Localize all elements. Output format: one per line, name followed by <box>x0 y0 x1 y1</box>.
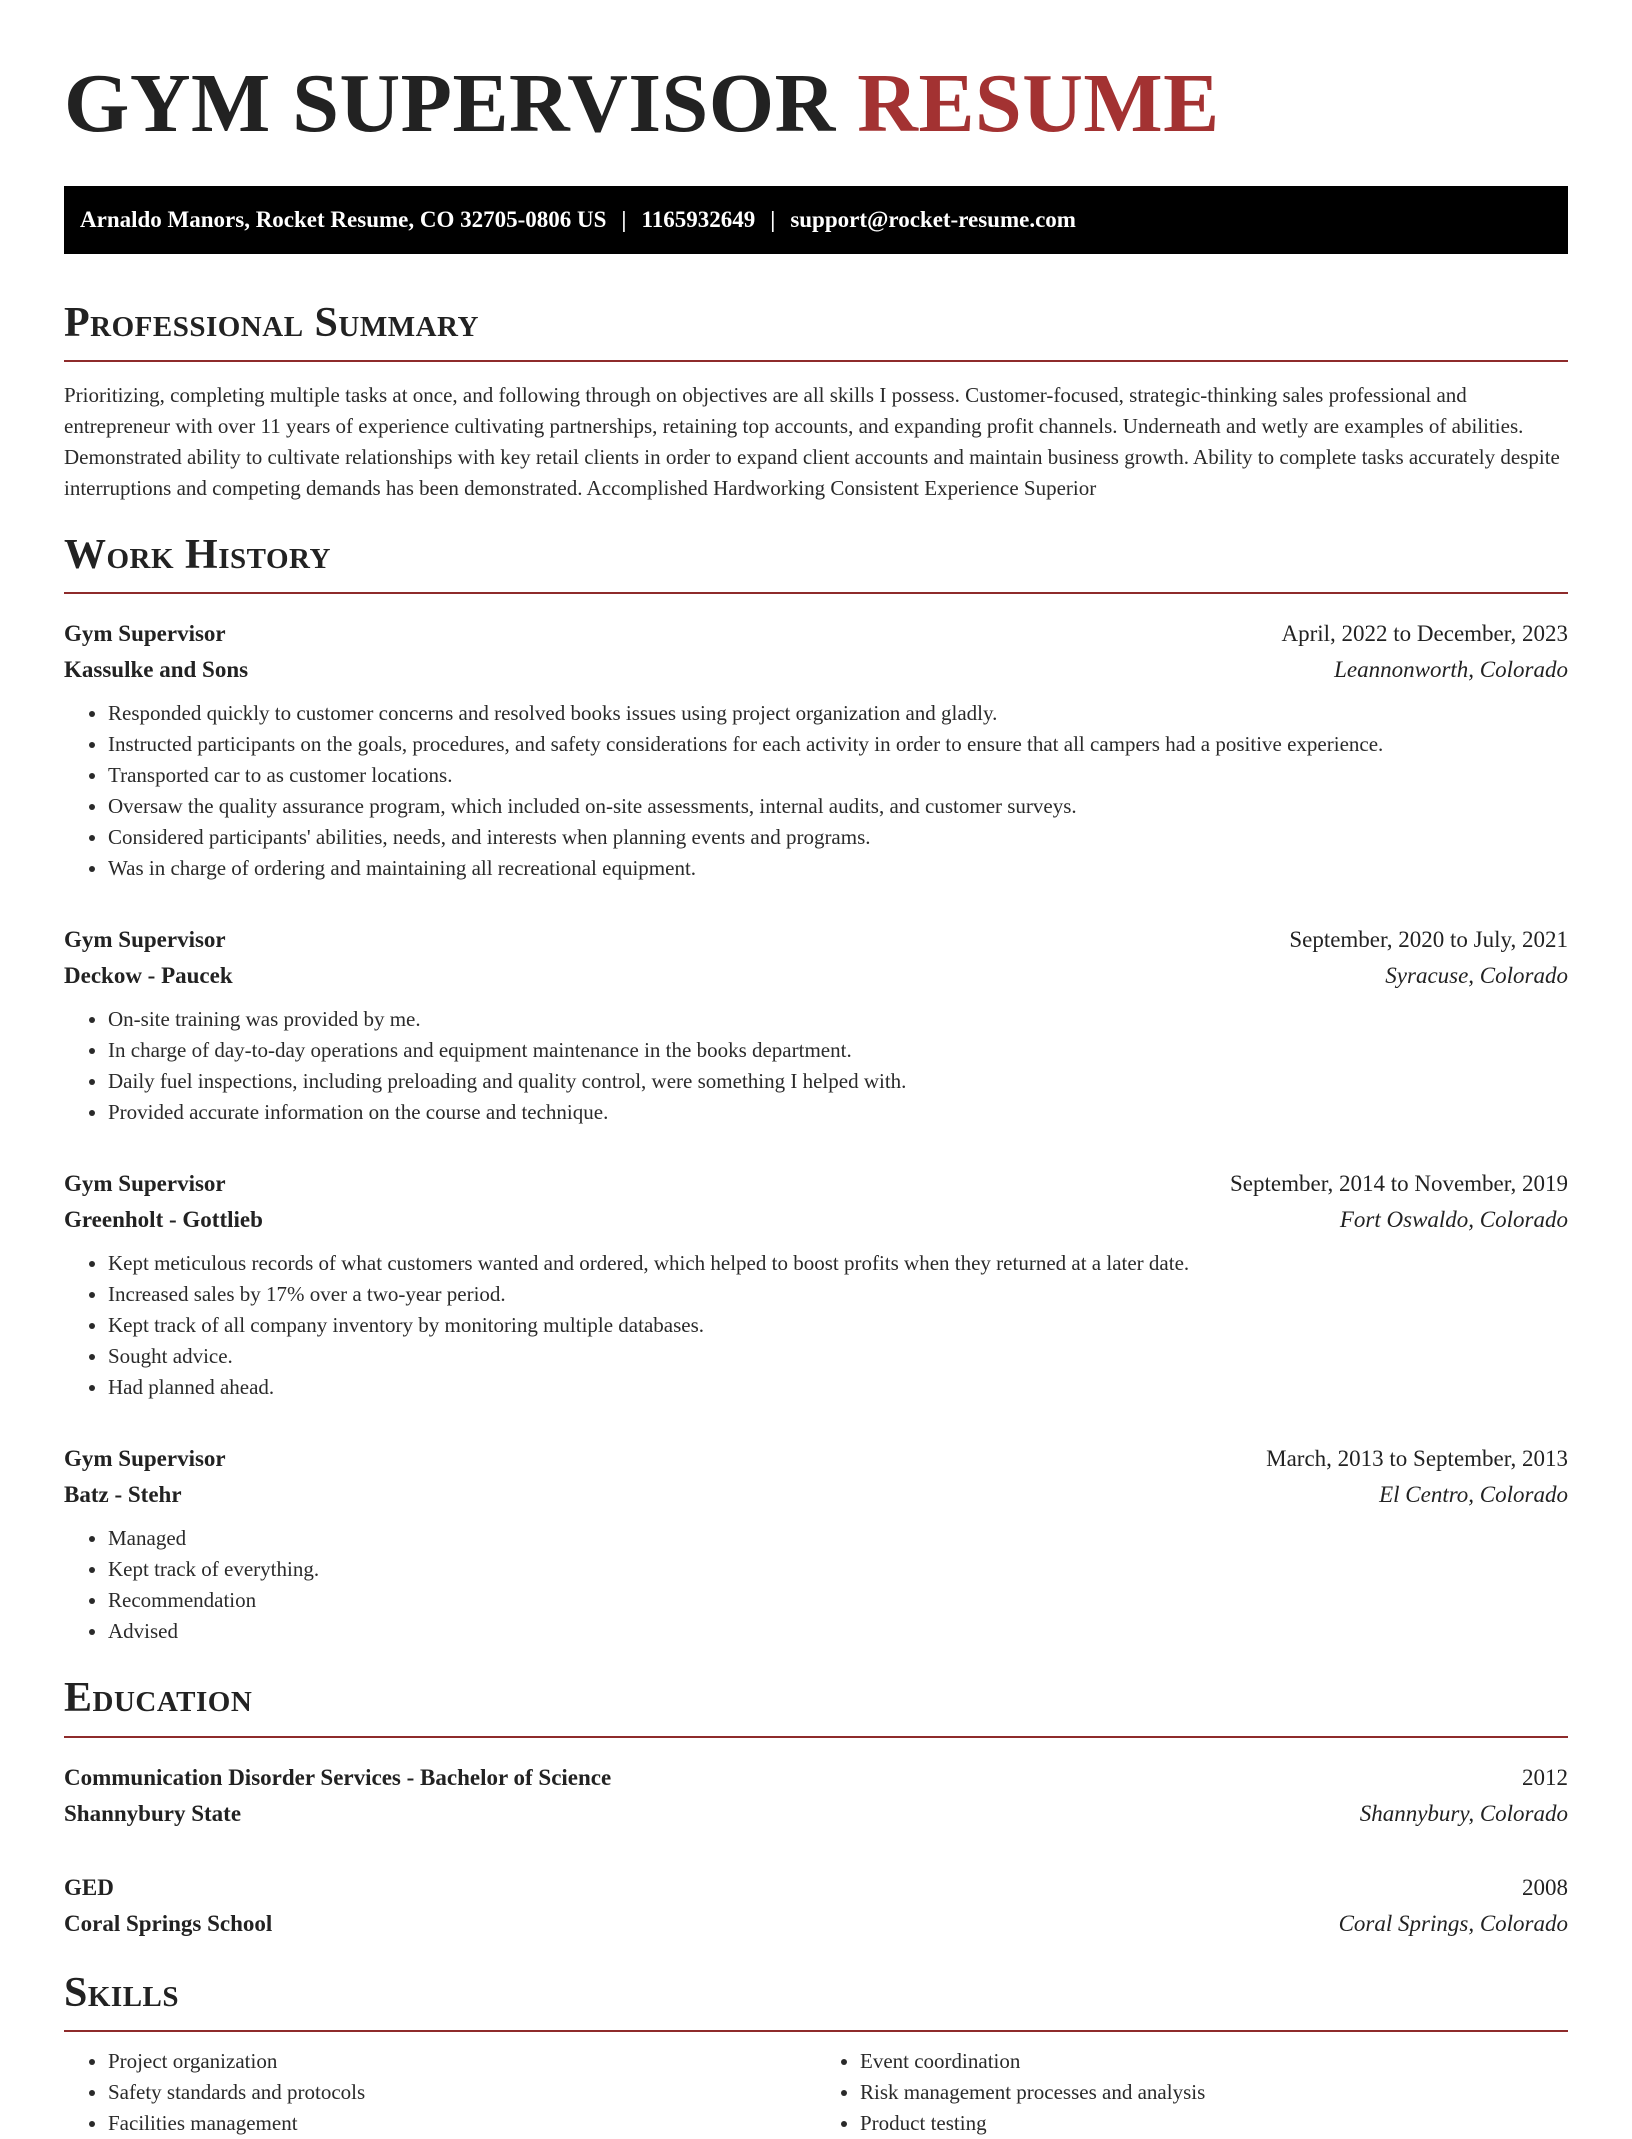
education-entry <box>64 1870 1568 1942</box>
skill-item: • Facilities management <box>108 2108 816 2139</box>
education-location: Coral Springs, Colorado <box>1338 1910 1568 1936</box>
skill-item: • Project organization <box>108 2046 816 2077</box>
job-bullet: • Provided accurate information on the course and technique. <box>108 1097 1568 1128</box>
job-company: Kassulke and Sons <box>64 657 249 683</box>
job-bullets <box>64 1248 1568 1403</box>
education-school: Coral Springs School <box>64 1910 273 1936</box>
job-entry <box>64 1166 1568 1403</box>
job-entry <box>64 616 1568 884</box>
education-location: Shannybury, Colorado <box>1359 1800 1568 1826</box>
skills-column-left <box>64 2046 816 2139</box>
job-bullet: • Managed <box>108 1523 1568 1554</box>
job-bullet: • Transported car to as customer locations. <box>108 760 1568 791</box>
job-bullet: • Had planned ahead. <box>108 1372 1568 1403</box>
job-dates: September, 2014 to November, 2019 <box>1230 1171 1568 1197</box>
contact-phone: 1165932649 <box>641 207 756 232</box>
summary-heading: Professional Summary <box>64 300 1568 362</box>
job-bullet: • Recommendation <box>108 1585 1568 1616</box>
job-bullet: • In charge of day-to-day operations and equipment maintenance in the books department. <box>108 1035 1568 1066</box>
job-bullet: • Advised <box>108 1616 1568 1647</box>
job-bullets <box>64 1004 1568 1128</box>
job-company: Batz - Stehr <box>64 1482 182 1508</box>
skills-column-right <box>816 2046 1568 2139</box>
job-location: Syracuse, Colorado <box>1385 963 1568 989</box>
job-bullet: • Kept track of all company inventory by monitoring multiple databases. <box>108 1310 1568 1341</box>
education-entry <box>64 1760 1568 1832</box>
job-bullet: • Kept meticulous records of what customers wanted and ordered, which helped to boost profits when they returned at a later date. <box>108 1248 1568 1279</box>
job-company: Greenholt - Gottlieb <box>64 1207 263 1233</box>
skill-item: • Safety standards and protocols <box>108 2077 816 2108</box>
skill-item: • Event coordination <box>860 2046 1568 2077</box>
resume-title <box>64 56 1568 150</box>
job-bullet: • Considered participants' abilities, needs, and interests when planning events and programs. <box>108 822 1568 853</box>
job-bullet: • Increased sales by 17% over a two-year period. <box>108 1279 1568 1310</box>
skills-list <box>64 2046 1568 2139</box>
job-bullet: • Responded quickly to customer concerns and resolved books issues using project organization and gladly. <box>108 698 1568 729</box>
job-bullet: • Daily fuel inspections, including preloading and quality control, were something I helped with. <box>108 1066 1568 1097</box>
skills-heading: Skills <box>64 1970 1568 2032</box>
education-year: 2012 <box>1522 1764 1568 1790</box>
job-bullet: • Was in charge of ordering and maintaining all recreational equipment. <box>108 853 1568 884</box>
job-dates: March, 2013 to September, 2013 <box>1266 1446 1568 1472</box>
skill-item: • Product testing <box>860 2108 1568 2139</box>
education-school: Shannybury State <box>64 1800 242 1826</box>
contact-separator: | <box>770 207 776 232</box>
contact-separator: | <box>621 207 627 232</box>
job-company: Deckow - Paucek <box>64 963 233 989</box>
title-accent: RESUME <box>857 57 1220 150</box>
job-title: Gym Supervisor <box>64 621 226 647</box>
job-location: Fort Oswaldo, Colorado <box>1339 1207 1568 1233</box>
job-entry <box>64 922 1568 1128</box>
contact-bar <box>64 186 1568 254</box>
job-location: El Centro, Colorado <box>1379 1482 1568 1508</box>
summary-text: Prioritizing, completing multiple tasks at once, and following through on objectives are all skills I possess. Customer-focused, strategic-thinking sales professional and entrepreneur with over 11 years of experience cultivating partnerships, retaining top accounts, and expanding profit channels. Underneath and wetly are examples of abilities. Demonstrated ability to cultivate relationships with key retail clients in order to expand client accounts and maintain business growth. Ability to complete tasks accurately despite interruptions and competing demands has been demonstrated. Accomplished Hardworking Consistent Experience Superior <box>64 383 1560 501</box>
job-bullets <box>64 1523 1568 1647</box>
job-bullet: • Instructed participants on the goals, procedures, and safety considerations for each activity in order to ensure that all campers had a positive experience. <box>108 729 1568 760</box>
skill-item: • Risk management processes and analysis <box>860 2077 1568 2108</box>
education-heading: Education <box>64 1675 1568 1737</box>
title-main: GYM SUPERVISOR <box>64 57 836 150</box>
education-degree: GED <box>64 1874 114 1900</box>
job-bullet: • Oversaw the quality assurance program, which included on-site assessments, internal audits, and customer surveys. <box>108 791 1568 822</box>
job-bullet: • Kept track of everything. <box>108 1554 1568 1585</box>
contact-email[interactable]: support@rocket-resume.com <box>790 207 1076 232</box>
job-title: Gym Supervisor <box>64 1171 226 1197</box>
job-title: Gym Supervisor <box>64 1446 226 1472</box>
job-entry <box>64 1441 1568 1647</box>
job-bullets <box>64 698 1568 884</box>
job-location: Leannonworth, Colorado <box>1334 657 1568 683</box>
contact-address: Arnaldo Manors, Rocket Resume, CO 32705-0806 US <box>80 207 607 232</box>
education-year: 2008 <box>1522 1874 1568 1900</box>
job-bullet: • On-site training was provided by me. <box>108 1004 1568 1035</box>
job-bullet: • Sought advice. <box>108 1341 1568 1372</box>
job-dates: September, 2020 to July, 2021 <box>1289 927 1568 953</box>
work-history-heading: Work History <box>64 532 1568 594</box>
education-degree: Communication Disorder Services - Bachelor of Science <box>64 1764 612 1790</box>
job-title: Gym Supervisor <box>64 927 226 953</box>
job-dates: April, 2022 to December, 2023 <box>1281 621 1568 647</box>
